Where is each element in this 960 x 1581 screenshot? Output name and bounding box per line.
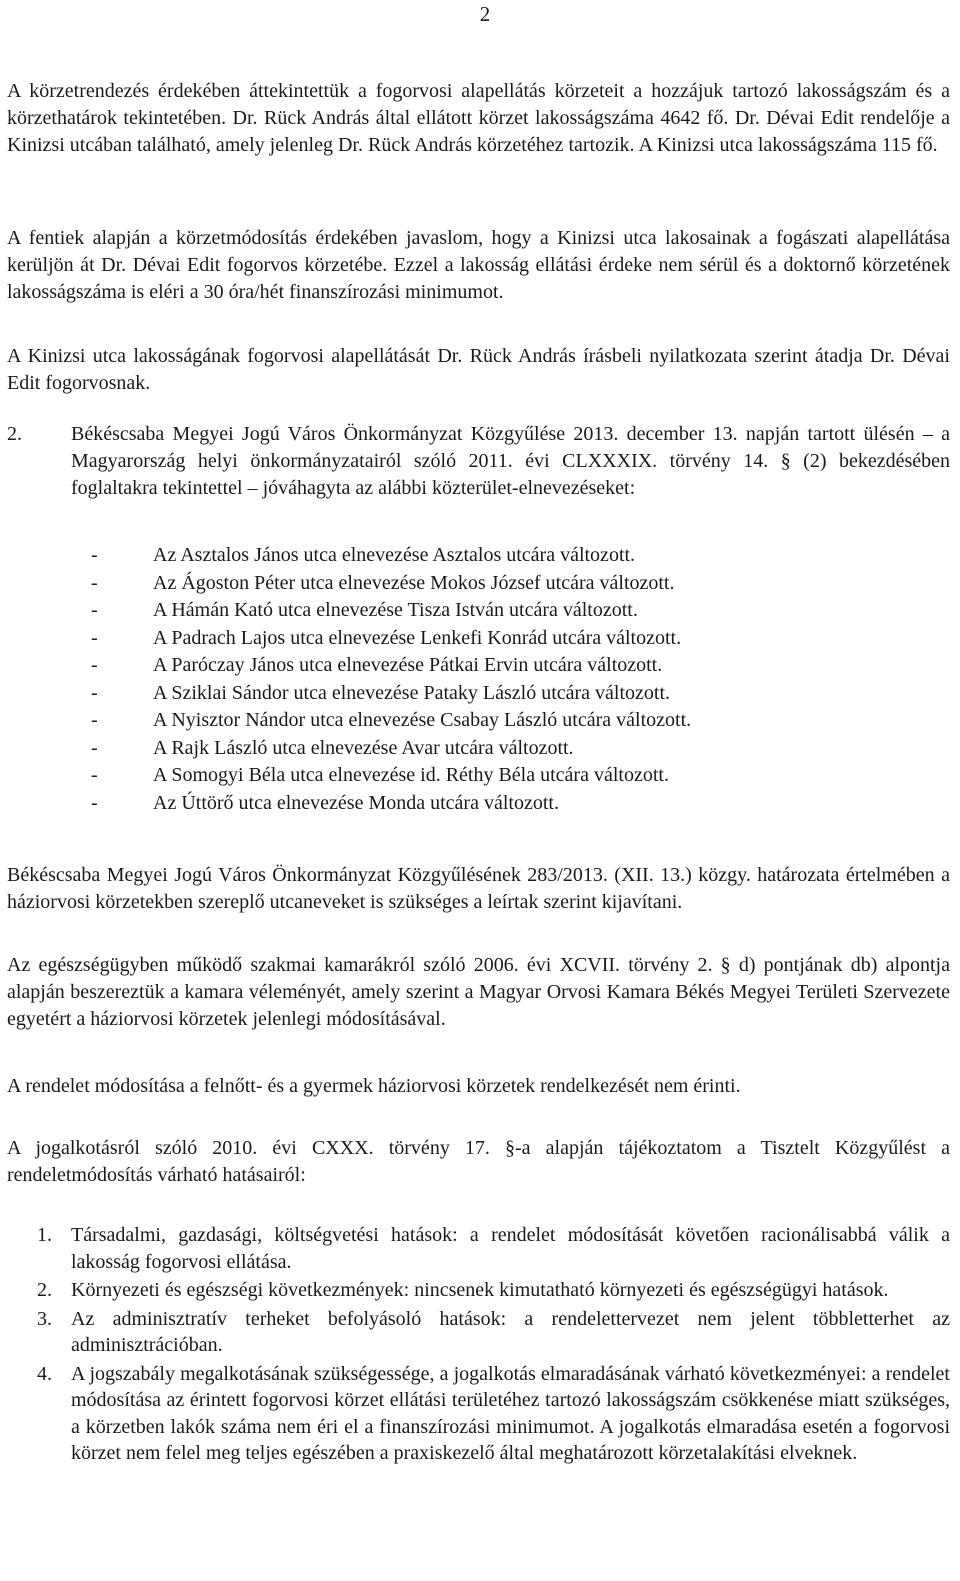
list-item-text: A Rajk László utca elnevezése Avar utcára változott.: [153, 736, 574, 759]
item-number: 1.: [37, 1224, 52, 1246]
list-bullet: -: [91, 544, 98, 566]
list-bullet: -: [91, 654, 98, 676]
list-item-text: A Nyisztor Nándor utca elnevezése Csabay László utcára változott.: [153, 709, 692, 731]
numbered-list-item: [7, 1361, 950, 1467]
paragraph-text: A körzetrendezés érdekében áttekintettük a fogorvosi alapellátás körzeteit a hozzájuk tartozó lakosságszám és a körzethatárok tekintetében. Dr. Rück András által ellátott körzet lakosságszáma 4642 fő. Dr. Dévai Edit rendelője a Kinizsi utcában található, amely jelenleg Dr. Rück András körzetéhez tartozik. A Kinizsi utca lakosságszáma 115 fő.: [7, 80, 950, 156]
list-item: [91, 680, 931, 708]
list-item: [91, 707, 931, 735]
list-item: [91, 762, 931, 790]
list-item-text: A Hámán Kató utca elnevezése Tisza István utcára változott.: [153, 599, 638, 621]
street-rename-list: [91, 542, 931, 817]
list-item-text: A Padrach Lajos utca elnevezése Lenkefi Konrád utcára változott.: [153, 626, 682, 649]
item-text: Békéscsaba Megyei Jogú Város Önkormányzat Közgyűlése 2013. december 13. napján tartott ülésén – a Magyarország helyi önkormányzatairól szóló 2011. évi CLXXXIX. törvény 14. § (2) bekezdésében foglaltakra tekintettel – jóváhagyta az alábbi közterület-elnevezéseket:: [71, 423, 950, 499]
paragraph-resolution: [7, 862, 950, 916]
list-bullet: -: [91, 571, 98, 594]
paragraph-chamber-opinion: [7, 952, 950, 1033]
list-item-text: Az Ágoston Péter utca elnevezése Mokos József utcára változott.: [153, 571, 675, 594]
list-item: [91, 652, 931, 680]
item-number: 2.: [37, 1279, 52, 1301]
paragraph-text: Békéscsaba Megyei Jogú Város Önkormányzat Közgyűlésének 283/2013. (XII. 13.) közgy. határozata értelmében a háziorvosi körzetekben szereplő utcaneveket is szükséges a leírtak szerint kijavítani.: [7, 864, 950, 913]
list-item: [91, 790, 931, 818]
paragraph-text: A rendelet módosítása a felnőtt- és a gyermek háziorvosi körzetek rendelkezését nem érinti.: [7, 1075, 741, 1097]
impact-list: [7, 1222, 950, 1469]
list-item-text: A Somogyi Béla utca elnevezése id. Réthy Béla utcára változott.: [153, 764, 669, 786]
list-item-text: Az Asztalos János utca elnevezése Asztalos utcára változott.: [153, 544, 636, 566]
list-item: [91, 625, 931, 653]
paragraph-text: Az egészségügyben működő szakmai kamarákról szóló 2006. évi XCVII. törvény 2. § d) pontjának db) alpontja alapján beszereztük a kamara véleményét, amely szerint a Magyar Orvosi Kamara Békés Megyei Területi Szervezete egyetért a háziorvosi körzetek jelenlegi módosításával.: [7, 954, 950, 1030]
item-text: Társadalmi, gazdasági, költségvetési hatások: a rendelet módosítását követően racionálisabbá válik a lakosság fogorvosi ellátása.: [71, 1224, 950, 1273]
item-text: Az adminisztratív terheket befolyásoló hatások: a rendelettervezet nem jelent többletterhet az adminisztrációban.: [71, 1307, 950, 1356]
list-item-text: A Paróczay János utca elnevezése Pátkai Ervin utcára változott.: [153, 654, 663, 676]
paragraph-district-review: [7, 78, 950, 159]
paragraph-not-affected: [7, 1073, 950, 1100]
paragraph-text: A jogalkotásról szóló 2010. évi CXXX. törvény 17. §-a alapján tájékoztatom a Tisztelt Közgyűlést a rendeletmódosítás várható hatásairól:: [7, 1137, 950, 1186]
item-number: 2.: [7, 423, 22, 445]
list-bullet: -: [91, 626, 98, 649]
numbered-list-item: [7, 1306, 950, 1359]
paragraph-text: A fentiek alapján a körzetmódosítás érdekében javaslom, hogy a Kinizsi utca lakosainak a fogászati alapellátása kerüljön át Dr. Dévai Edit fogorvos körzetébe. Ezzel a lakosság ellátási érdeke nem sérül és a doktornő körzetének lakosságszáma is eléri a 30 óra/hét finanszírozási minimumot.: [7, 227, 950, 303]
list-bullet: -: [91, 681, 98, 704]
paragraph-handover: [7, 343, 950, 397]
item-text: A jogszabály megalkotásának szükségessége, a jogalkotás elmaradásának várható következményei: a rendelet módosítása az érintett fogorvosi körzet ellátási területéhez tartozó lakosságszám csökkenése miatt szükséges, a körzetben lakók száma nem éri el a finanszírozási minimumot. A jogalkotás elmaradása esetén a fogorvosi körzet nem felel meg teljes egészében a praxiskezelő által meghatározott körzetalakítási elveknek.: [71, 1362, 950, 1464]
item-number: 4.: [37, 1362, 52, 1385]
list-item-text: Az Úttörő utca elnevezése Monda utcára változott.: [153, 791, 559, 814]
numbered-list-item: [7, 1277, 950, 1304]
list-bullet: -: [91, 736, 98, 759]
list-bullet: -: [91, 599, 98, 621]
page-number: 2: [479, 2, 491, 26]
numbered-list-item: [7, 1222, 950, 1275]
item-number: 3.: [37, 1307, 52, 1330]
paragraph-impact-intro: [7, 1135, 950, 1189]
paragraph-text: A Kinizsi utca lakosságának fogorvosi alapellátását Dr. Rück András írásbeli nyilatkozata szerint átadja Dr. Dévai Edit fogorvosnak.: [7, 345, 950, 394]
list-bullet: -: [91, 764, 98, 786]
paragraph-proposal: [7, 225, 950, 306]
item-text: Környezeti és egészségi következmények: nincsenek kimutatható környezeti és egészségügyi hatások.: [71, 1279, 889, 1301]
list-item: [91, 570, 931, 598]
list-item: [91, 735, 931, 763]
list-item-text: A Sziklai Sándor utca elnevezése Pataky László utcára változott.: [153, 681, 671, 704]
list-item: [91, 597, 931, 625]
list-bullet: -: [91, 791, 98, 814]
list-item: [91, 542, 931, 570]
list-bullet: -: [91, 709, 98, 731]
